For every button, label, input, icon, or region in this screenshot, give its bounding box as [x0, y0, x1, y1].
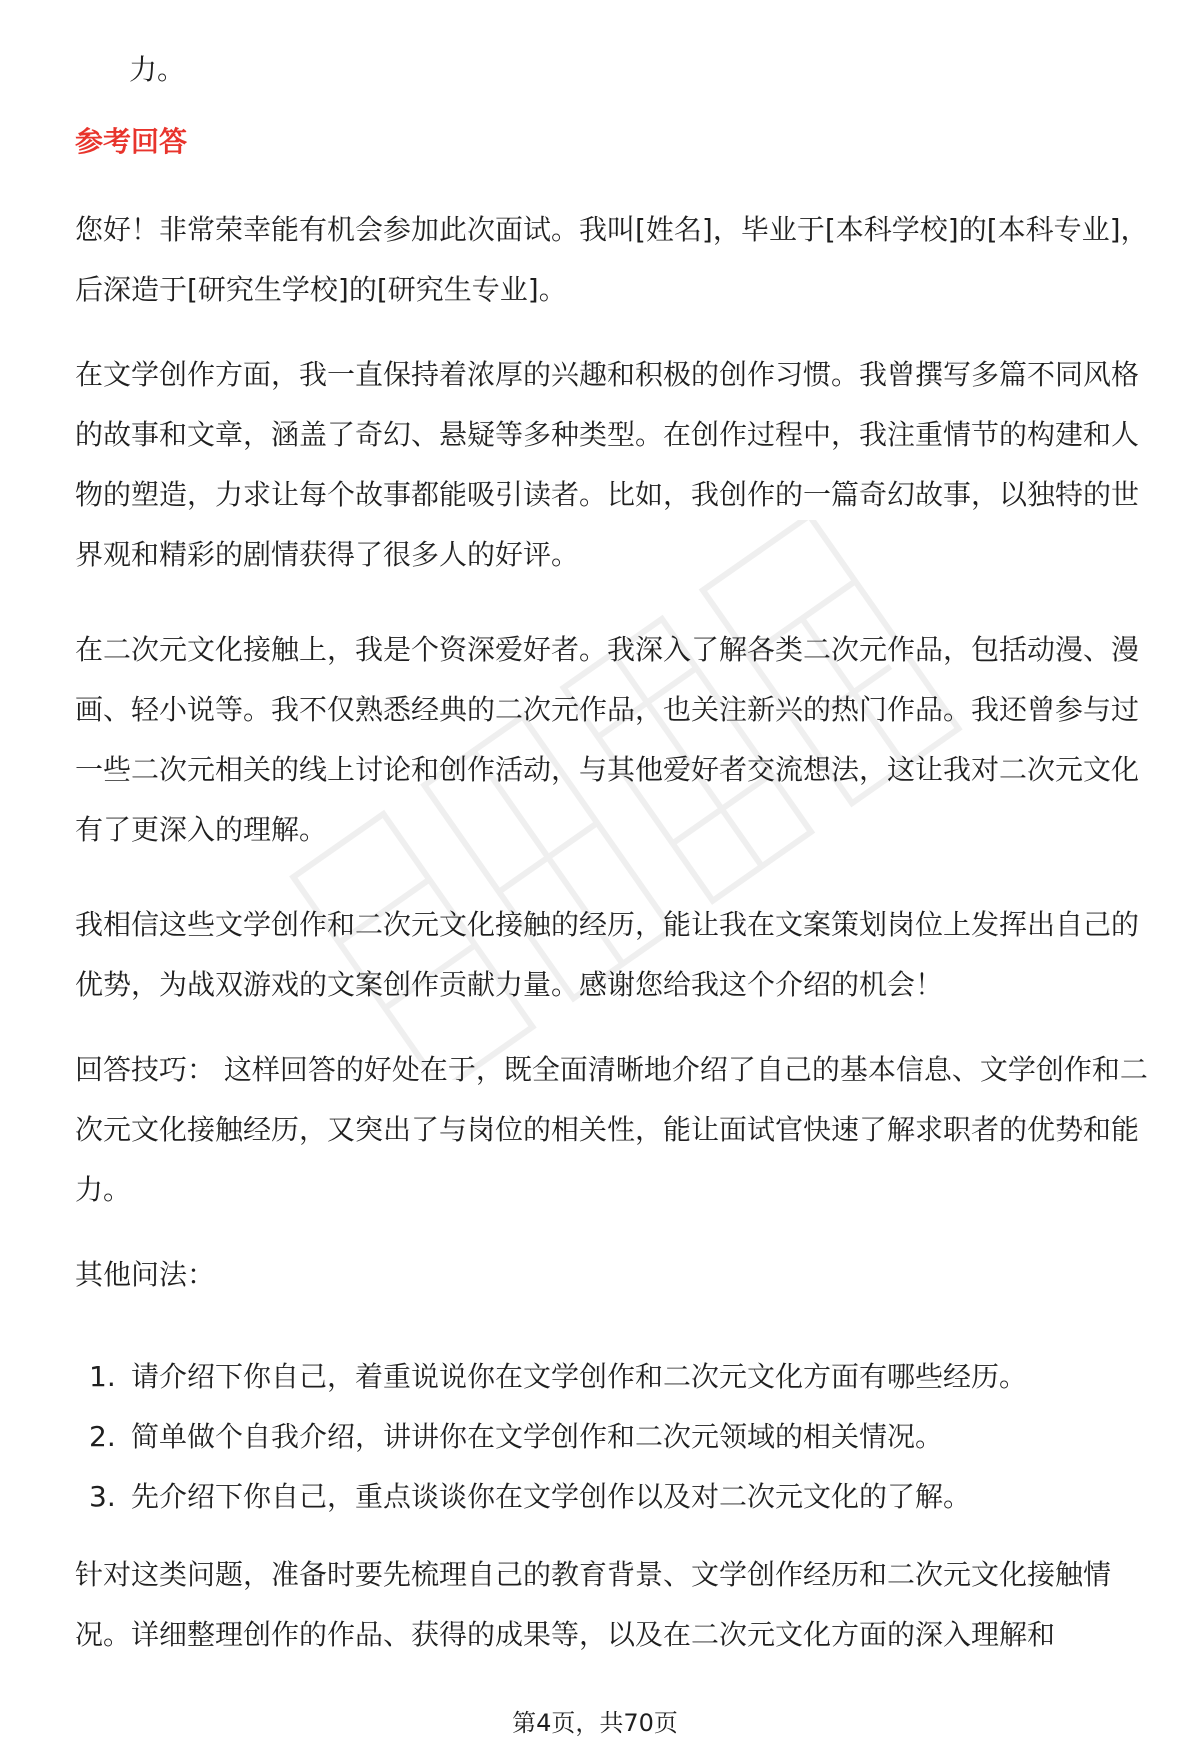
list-item-number: 2.: [89, 1420, 116, 1453]
paragraph-conclusion: 我相信这些文学创作和二次元文化接触的经历，能让我在文案策划岗位上发挥出自己的优势，为战双游戏的文案创作贡献力量。感谢您给我这个介绍的机会！: [75, 908, 1140, 1001]
paragraph-writing: 在文学创作方面，我一直保持着浓厚的兴趣和积极的创作习惯。我曾撰写多篇不同风格的故事和文章，涵盖了奇幻、悬疑等多种类型。在创作过程中，我注重情节的构建和人物的塑造，力求让每个故事都能吸引读者。比如，我创作的一篇奇幻故事，以独特的世界观和精彩的剧情获得了很多人的好评。: [75, 358, 1140, 571]
continuation-text: 力。: [129, 53, 186, 86]
paragraph-other-questions-label: 其他问法：: [75, 1258, 216, 1291]
list-item: [89, 1467, 1159, 1527]
paragraph-tips: 回答技巧： 这样回答的好处在于，既全面清晰地介绍了自己的基本信息、文学创作和二次元文化接触经历，又突出了与岗位的相关性，能让面试官快速了解求职者的优势和能力。: [75, 1053, 1148, 1206]
paragraph-closing: 针对这类问题，准备时要先梳理自己的教育背景、文学创作经历和二次元文化接触情况。详细整理创作的作品、获得的成果等，以及在二次元文化方面的深入理解和: [75, 1558, 1112, 1651]
section-heading: 参考回答: [75, 125, 188, 158]
alt-questions-list: [89, 1347, 1159, 1527]
list-item: [89, 1407, 1159, 1467]
list-item-text: 请介绍下你自己，着重说说你在文学创作和二次元文化方面有哪些经历。: [131, 1360, 1028, 1393]
list-item: [89, 1347, 1159, 1407]
paragraph-intro: 您好！非常荣幸能有机会参加此次面试。我叫[姓名]，毕业于[本科学校]的[本科专业]，后深造于[研究生学校]的[研究生专业]。: [75, 213, 1149, 306]
list-item-text: 先介绍下你自己，重点谈谈你在文学创作以及对二次元文化的了解。: [131, 1480, 972, 1513]
list-item-text: 简单做个自我介绍，讲讲你在文学创作和二次元领域的相关情况。: [131, 1420, 944, 1453]
paragraph-acg: 在二次元文化接触上，我是个资深爱好者。我深入了解各类二次元作品，包括动漫、漫画、轻小说等。我不仅熟悉经典的二次元作品，也关注新兴的热门作品。我还曾参与过一些二次元相关的线上讨论和创作活动，与其他爱好者交流想法，这让我对二次元文化有了更深入的理解。: [75, 633, 1140, 846]
list-item-number: 3.: [89, 1480, 116, 1513]
list-item-number: 1.: [89, 1360, 116, 1393]
page-footer: 第4页，共70页: [512, 1709, 678, 1737]
